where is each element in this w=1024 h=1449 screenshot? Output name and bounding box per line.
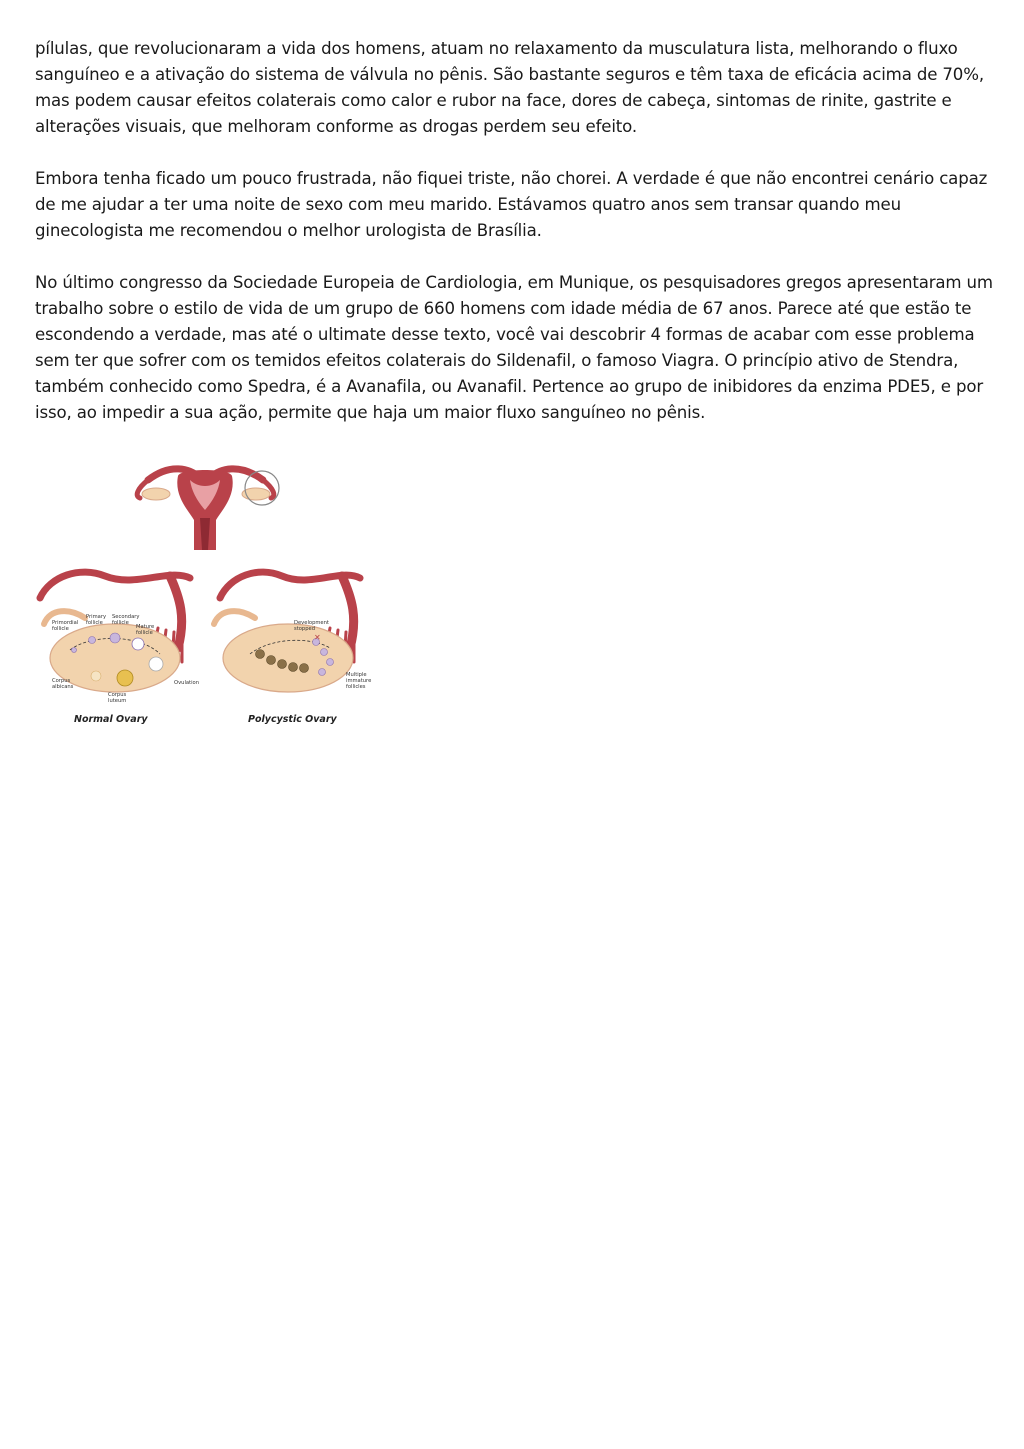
document-body <box>35 36 993 452</box>
polycystic-ovary-diagram <box>214 572 371 725</box>
label-multiple-2: immature <box>346 678 372 684</box>
label-mature-2: follicle <box>136 630 153 636</box>
paragraph-3: No último congresso da Sociedade Europeia de Cardiologia, em Munique, os pesquisadores gregos apresentaram um trabalho sobre o estilo de vida de um grupo de 660 homens com idade média de 67 anos. Parece até que estão te escondendo a verdade, mas até o ultimate desse texto, você vai descobrir 4 formas de acabar com esse problema sem ter que sofrer com os temidos efeitos colaterais do Sildenafil, o famoso Viagra. O princípio ativo de Stendra, também conhecido como Spedra, é a Avanafila, ou Avanafil. Pertence ao grupo de inibidores da enzima PDE5, e por isso, ao impedir a sua ação, permite que haja um maior fluxo sanguíneo no pênis. <box>35 273 993 422</box>
label-corpus-luteum-1: Corpus <box>108 692 127 698</box>
label-corpus-albicans-1: Corpus <box>52 678 71 684</box>
label-primary-2: follicle <box>86 620 103 626</box>
caption-normal-ovary: Normal Ovary <box>74 714 148 725</box>
label-multiple-3: follicles <box>346 684 366 690</box>
label-mature-1: Mature <box>136 624 155 630</box>
normal-ovary-diagram <box>40 572 199 725</box>
label-development-2: stopped <box>294 626 315 632</box>
paragraph-1: pílulas, que revolucionaram a vida dos homens, atuam no relaxamento da musculatura lista, melhorando o fluxo sanguíneo e a ativação do sistema de válvula no pênis. São bastante seguros e têm taxa de eficácia acima de 70%, mas podem causar efeitos colaterais como calor e rubor na face, dores de cabeça, sintomas de rinite, gastrite e alterações visuais, que melhoram conforme as drogas perdem seu efeito. <box>35 39 984 136</box>
uterus-diagram <box>137 469 279 550</box>
label-multiple-1: Multiple <box>346 672 367 678</box>
cross-mark-icon: ✕ <box>314 633 321 642</box>
label-development-1: Development <box>294 620 329 626</box>
caption-polycystic-ovary: Polycystic Ovary <box>248 714 337 725</box>
paragraph-2: Embora tenha ficado um pouco frustrada, não fiquei triste, não chorei. A verdade é que não encontrei cenário capaz de me ajudar a ter uma noite de sexo com meu marido. Estávamos quatro anos sem transar quando meu ginecologista me recomendou o melhor urologista de Brasília. <box>35 169 988 240</box>
label-ovulation: Ovulation <box>174 680 199 686</box>
label-primary-1: Primary <box>86 614 107 620</box>
ovary-illustration-svg <box>30 458 390 733</box>
label-primordial-2: follicle <box>52 626 69 632</box>
label-primordial-1: Primordial <box>52 620 79 626</box>
label-secondary-1: Secondary <box>112 614 140 620</box>
label-corpus-luteum-2: luteum <box>108 698 127 704</box>
ovary-illustration <box>30 458 390 733</box>
label-secondary-2: follicle <box>112 620 129 626</box>
label-corpus-albicans-2: albicans <box>52 684 74 690</box>
